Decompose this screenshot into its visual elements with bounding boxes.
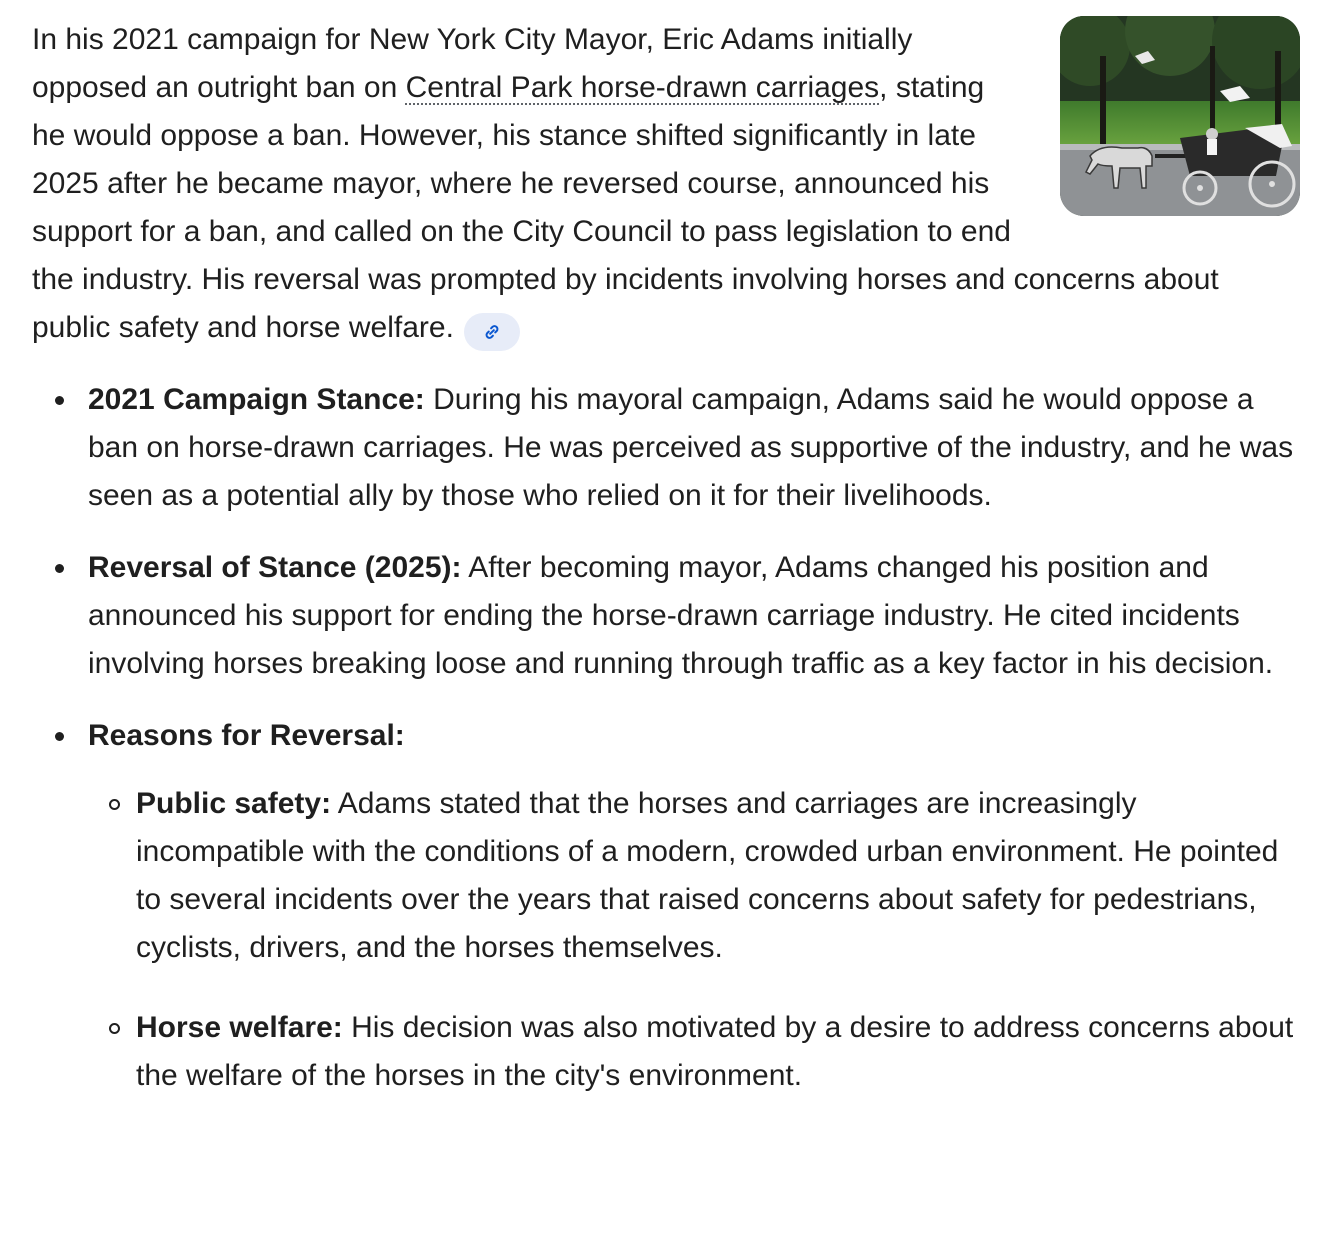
sub-list-item [88,780,1300,972]
hollow-bullet-icon [109,1023,120,1034]
link-icon [481,321,503,343]
list-item [32,712,1300,1100]
sub-list-item [88,1004,1300,1100]
list-item-text: After becoming mayor, Adams changed his position and announced his support for ending the horse-drawn carriage industry. He cited incidents involving horses breaking loose and running through traffic as a key factor in his decision. [88,551,1274,680]
intro-text-before: In his 2021 campaign for New York City Mayor, Eric Adams initially opposed an outright ban on [32,23,913,104]
sub-list-item-heading: Horse welfare: [136,1011,343,1044]
list-item-heading: Reasons for Reversal: [88,719,405,752]
bullet-icon [55,732,64,741]
intro-text-after: , stating he would oppose a ban. However, his stance shifted significantly in late 2025 after he became mayor, where he reversed course, announced his support for a ban, and called on the City Council to pass legislation to end the industry. His reversal was prompted by incidents involving horses and concerns about public safety and horse welfare. [32,71,1219,344]
horse-carriage-image[interactable] [1060,16,1300,216]
list-item-text: During his mayoral campaign, Adams said he would oppose a ban on horse-drawn carriages. He was perceived as supportive of the industry, and he was seen as a potential ally by those who relied on it for their livelihoods. [88,383,1294,512]
list-item-heading: 2021 Campaign Stance: [88,383,425,416]
hollow-bullet-icon [109,799,120,810]
source-link-chip[interactable] [464,313,520,351]
list-item [32,544,1300,688]
summary-list [32,376,1300,1100]
bullet-icon [55,396,64,405]
list-item-heading: Reversal of Stance (2025): [88,551,462,584]
horse-carriage-photo-icon [1060,16,1300,216]
response-content [32,16,1300,1132]
intro-paragraph [32,16,1300,352]
sub-list-item-text: Adams stated that the horses and carriages are increasingly incompatible with the conditions of a modern, crowded urban environment. He pointed to several incidents over the years that raised concerns about safety for pedestrians, cyclists, drivers, and the horses themselves. [136,787,1279,964]
sub-list-item-heading: Public safety: [136,787,332,820]
list-item [32,376,1300,520]
bullet-icon [55,564,64,573]
reasons-sublist [88,780,1300,1100]
central-park-carriages-link[interactable]: Central Park horse-drawn carriages [405,71,880,104]
sub-list-item-text: His decision was also motivated by a desire to address concerns about the welfare of the horses in the city's environment. [136,1011,1294,1092]
